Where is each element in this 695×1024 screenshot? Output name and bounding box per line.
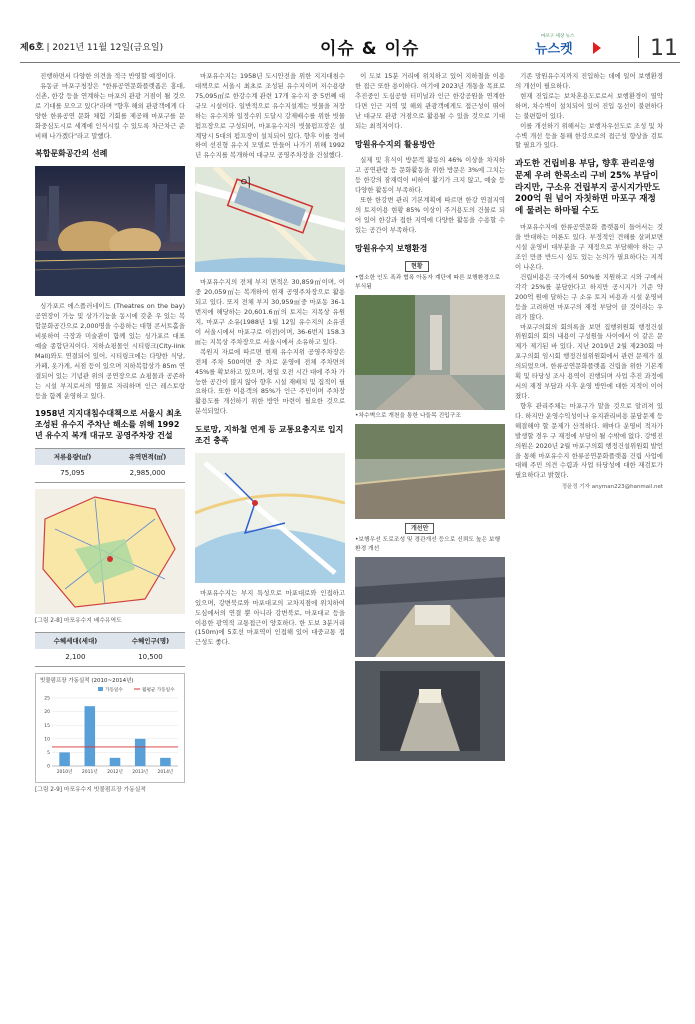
paragraph: 실제 및 휴식이 방문객 활동의 46% 이상을 차지하고 공연관람 등 문화활동을 위한 방문은 3%에 그치는 등 한강의 잠재력이 비하여 활기가 크지 않고, 예술 등 다양한 활동이 부족하다. — [355, 156, 505, 195]
bullet-text: •차수벽으로 개천을 통한 나들목 진입구조 — [355, 412, 461, 419]
figure-caption: [그림 2-9] 마포유수지 빗물펌프장 가동실적 — [35, 786, 146, 793]
logo-title: 뉴스켓 — [535, 42, 573, 57]
improvement-label: 개선안 — [405, 523, 434, 534]
subheading: 도로망, 지하철 연계 등 교통요충지로 입지조건 충족 — [195, 425, 344, 445]
table-header: 수혜세대(세대) — [35, 632, 116, 649]
section-title: 이슈 & 이슈 — [320, 39, 420, 59]
paragraph: 건립비용은 국가에서 50%를 지원하고 시와 구에서 각각 25%를 분담한다고 하지만 공시지가 기준 약 200억 원에 달하는 구 소유 토지 비용과 시설 운영비 등을 고려하면 마포구의 재정 부담이 클 것이라는 우려가 많다. — [515, 272, 663, 321]
paragraph: 기존 망원유수지까지 진입하는 데에 일어 보행환경의 개선이 필요하다. — [515, 72, 663, 90]
paragraph: 마포유수지는 1958년 도시안전을 위한 지지대침수대책으로 서울시 최초로 조성된 유수지이며 저수용량 75,095㎥로 한강수계 관련 17개 유수지 중 5번째 대규모 시설이다. 일반적으로 유수지설계는 빗물을 저장하는 유수지와 일정수위 도달시 강제배수를 위한 빗물펌프장으로 구성되며, 마포유수지의 빗물펌프장은 설계당시 5대의 펌프장이 설치되어 있다. 향후 이를 정비하여 선진형 유수지 모델로 만들어 나가기 위해 1992년 유수지를 복개하여 대규모 공영주차장을 건설했다. — [195, 72, 345, 160]
table-cell: 10,500 — [116, 649, 185, 666]
subheading: 망원유수지의 활용방안 — [355, 139, 436, 149]
y-tick-label: 20 — [44, 709, 50, 715]
y-tick-label: 5 — [47, 750, 50, 756]
figure-caption: [그림 2-8] 마포유수지 배수유역도 — [35, 617, 122, 624]
paragraph: 싱가포르 에스플러네이드 (Theatres on the bay)공연장이 가능 및 상가기능을 동시에 갖춘 우 있는 복합문화공간으로 2,000명을 수용하는 대형 콘서트홀을 비롯하여 극장과 미술관이 함께 있는 싱가포르 대표 예술 종합단지이다. 지하쇼핑몰인 시티링크(City-link Mall)와도 연결되어 있어, 시티링크에는 다양한 식당, 카페, 옷가게, 서점 등이 있으며 지하복합상가 85m 연결되어 있는 기념관 위의 공연장으로 쇼핑몰과 공존하는 시설 부지로서의 명물로 자리하며 인근 레스토랑 등을 함께 운영하고 있다. — [35, 302, 185, 400]
paragraph: 유동균 마포구청장은 "한류공연문화플랫폼은 홍대, 신촌, 한강 등을 연계하는 마포의 관광 거점이 될 것으로 기대를 모으고 있다"라며 "향후 해외 관광객에게 다양한 한류공연 문화 체험 기회를 제공해 마포구를 문화중심도시로 세계에 인식시킬 수 있도록 차근차근 준비해 나가겠다"라고 말했다. — [35, 81, 185, 140]
subheading: 복합문화공간의 선례 — [35, 149, 108, 159]
current-state-label: 현황 — [405, 261, 429, 272]
paragraph: 또한 한강변 관리 기본계획에 따르면 한강 연결지역의 토지이용 현황 85% 이상이 주거용도의 건물로 되어 있어 한강과 접한 지역에 다양한 활동을 수용할 수 있는 공간이 부족하다. — [355, 196, 505, 234]
byline: 정윤정 기자 anyman223@hanmail.net — [561, 484, 663, 491]
pump-chart — [35, 673, 185, 783]
x-tick-label: 2014년 — [157, 769, 174, 775]
x-tick-label: 2013년 — [132, 769, 149, 775]
paragraph: 마포유수지는 부지 특성으로 마포대로와 인접하고 있으며, 강변북로와 마포대교의 교차지점에 위치하여 도심에서의 연결 뿐 아니라 강변북로, 마포대교 등을 이용한 광역적 교통접근이 양호하다. 한 도보 3분거리(150m)에 5호선 마포역이 인접해 있어 대중교통 접근성도 좋다. — [195, 588, 345, 647]
flag-icon — [593, 42, 601, 54]
bullet-text: •협소한 인도 폭과 협폭 아동자 계단에 따른 보행환경으로 부식됨 — [355, 274, 501, 290]
paragraph: 이를 개선하기 위해서는 보행자우선도로 조성 및 차수벽 개선 등을 통해 한강으로의 접근성 향상을 검토할 필요가 있다. — [515, 121, 663, 150]
header-rule — [20, 62, 680, 63]
paragraph: 향후 관리주체는 마포구가 맡을 것으로 알려져 있다. 하지만 운영수익성이나 유지관리비용 분담문제 등 해결해야 할 문제가 산적하다. 해마다 운영비 적자가 발생할 경우 구 재정에 부담이 될 수밖에 없다. 강병진 의원은 2020년 2월 마포구의회 행정건설위원회 발언을 통해 마포유수지 한류공연문화플랫폼 건립 사업에 대해 주민 의견 수렴과 사업 타당성에 대한 재검토가 필요하다고 밝혔다. — [515, 401, 664, 480]
x-tick-label: 2012년 — [107, 769, 123, 775]
underpass-photo-1 — [355, 557, 505, 657]
logo-subtitle: 마포구 세상 뉴스 — [541, 34, 575, 39]
y-tick-label: 25 — [44, 696, 50, 702]
table-cell: 2,985,000 — [110, 465, 185, 482]
legend-label: 월평균 가동일수 — [142, 687, 175, 693]
beneficiary-table — [35, 632, 185, 667]
walkway-photo-1 — [355, 295, 505, 410]
bullet-text: •보행우선 도로조성 및 경관개선 등으로 신뢰도 높은 보행환경 개선 — [355, 537, 501, 553]
issue-info: 제6호 | 2021년 11월 12일(금요일) — [20, 43, 164, 53]
column-1 — [35, 72, 185, 801]
chart-bar — [59, 752, 70, 766]
column-2 — [195, 72, 345, 648]
drainage-area-map — [35, 489, 185, 614]
site-aerial-map — [195, 167, 345, 272]
y-tick-label: 15 — [44, 723, 50, 729]
y-tick-label: 0 — [47, 764, 50, 770]
newspaper-logo — [525, 34, 617, 60]
x-tick-label: 2010년 — [56, 769, 73, 775]
y-tick-label: 10 — [44, 737, 50, 743]
transport-map — [195, 453, 345, 583]
chart-title: 빗물펌프장 가동실적 (2010~2014년) — [40, 677, 134, 684]
paragraph: 마포유수지의 전체 부지 면적은 30,859㎡이며, 이중 20,059㎡는 복개하여 현재 공영주차장으로 활용되고 있다. 또지 전체 부지 30,959㎡중 마포동 36-1번지에 해당하는 20,601.6㎡의 토지는 지목상 유원지, 마포구 소유(1988년 1월 12일 유수지의 소유권이 서울시에서 마포구로 이전)이며, 36-6번지 158.3㎡는 지목상 주차장으로 서울시에서 소유하고 있다. — [195, 278, 345, 346]
esplanade-night-photo — [35, 166, 185, 296]
page-header — [20, 30, 680, 64]
issue-number: 제6호 — [20, 43, 44, 53]
paragraph: 현재 진입로는 보차혼용도로로서 보행환경이 열악하며, 차수벽이 설치되어 있어 진입 동선이 불편하다는 불편함이 있다. — [515, 91, 663, 120]
paragraph: 진행하면서 다양한 의견을 적극 반영할 예정이다. — [40, 72, 176, 80]
capacity-table — [35, 448, 185, 483]
paragraph: 이 도보 15분 거리에 위치하고 있어 지하철을 이용한 접근 또한 용이하다. 여기에 2023년 개통을 목표로 추진중인 도심공항 터미널과 인근 한강공원을 연계한다면 인근 지역 및 해외 관광객에게도 접근성이 뛰어난 대규모 관광 거점으로 활용될 수 있을 것으로 기대되는 최적지이다. — [355, 72, 505, 130]
subheading: 과도한 건립비용 부담, 향후 관리운영 문제 우려 한목소리 구비 25% 부담이라지만, 구소유 건립부지 공시지가만도 200억 원 넘어 자칫하면 마포구 재정에 물려는 하마될 수도 — [515, 159, 661, 216]
legend-swatch — [98, 687, 103, 691]
header-divider — [638, 36, 639, 58]
chart-bar — [160, 757, 171, 765]
table-header: 수혜인구(명) — [116, 632, 185, 649]
table-header: 유역면적(㎡) — [110, 448, 185, 465]
paragraph: 복원지 자료에 따르면 현재 유수지위 공영주차장은 전체 주차 500여면 중 차로 운영에 전체 주차면의 45%를 확보하고 있으며, 평일 오전 시간 대에 주차 가능한 공간이 많지 않아 향후 시설 재배치 및 집적이 필요하다. 또한 이용객의 85%가 인근 주민이며 주차장 활용도를 개선하기 위한 방안 마련이 필요한 것으로 분석되었다. — [195, 347, 345, 416]
table-header: 저류용량(㎥) — [35, 448, 110, 465]
table-cell: 2,100 — [35, 649, 116, 666]
paragraph: 마포구의회의 회의록을 보면 집행위원회 행정건설위원회의 회의 내용이 구성원들 사이에서 이 같은 문제가 제기된 바 있다. 지난 2019년 2월 제230회 마포구의회 임시회 행정건설위원회에서 관련 문제가 질의되었으며, 한류공연문화플랫폼 건립을 위한 기본계획 및 타당성 조사 용역이 진행되며 사업 추진 과정에서의 재정 부담과 사후 운영 방안에 대한 지적이 이어졌다. — [515, 322, 663, 401]
chart-bar — [85, 706, 96, 766]
column-3 — [355, 72, 505, 761]
paragraph: 마포유수지에 한류공연문화 플랫폼이 들어서는 것을 반대하는 여론도 있다. 부정적인 견해를 살펴보면 시설 운영비 대부분을 구 재정으로 부담해야 하는 구조인 만큼 반드시 심도 있는 논의가 필요하다는 지적이 나온다. — [515, 223, 663, 272]
issue-date: 2021년 11월 12일(금요일) — [52, 43, 164, 53]
column-4 — [515, 72, 663, 492]
page-number: 11 — [650, 36, 678, 61]
subheading: 망원유수지 보행환경 — [355, 243, 428, 253]
table-cell: 75,095 — [35, 465, 110, 482]
svg-text:이: 이 — [240, 176, 252, 191]
subheading: 1958년 지지대침수대책으로 서울시 최초 조성된 유수지 주차난 해소를 위해 1992년 유수지 복개 대규모 공영주차장 건설 — [35, 409, 182, 441]
chart-bar — [135, 738, 146, 765]
chart-bar — [110, 757, 121, 765]
underpass-photo-2 — [355, 661, 505, 761]
x-tick-label: 2011년 — [81, 769, 98, 775]
legend-label: 가동일수 — [105, 687, 123, 693]
walkway-photo-2 — [355, 424, 505, 519]
